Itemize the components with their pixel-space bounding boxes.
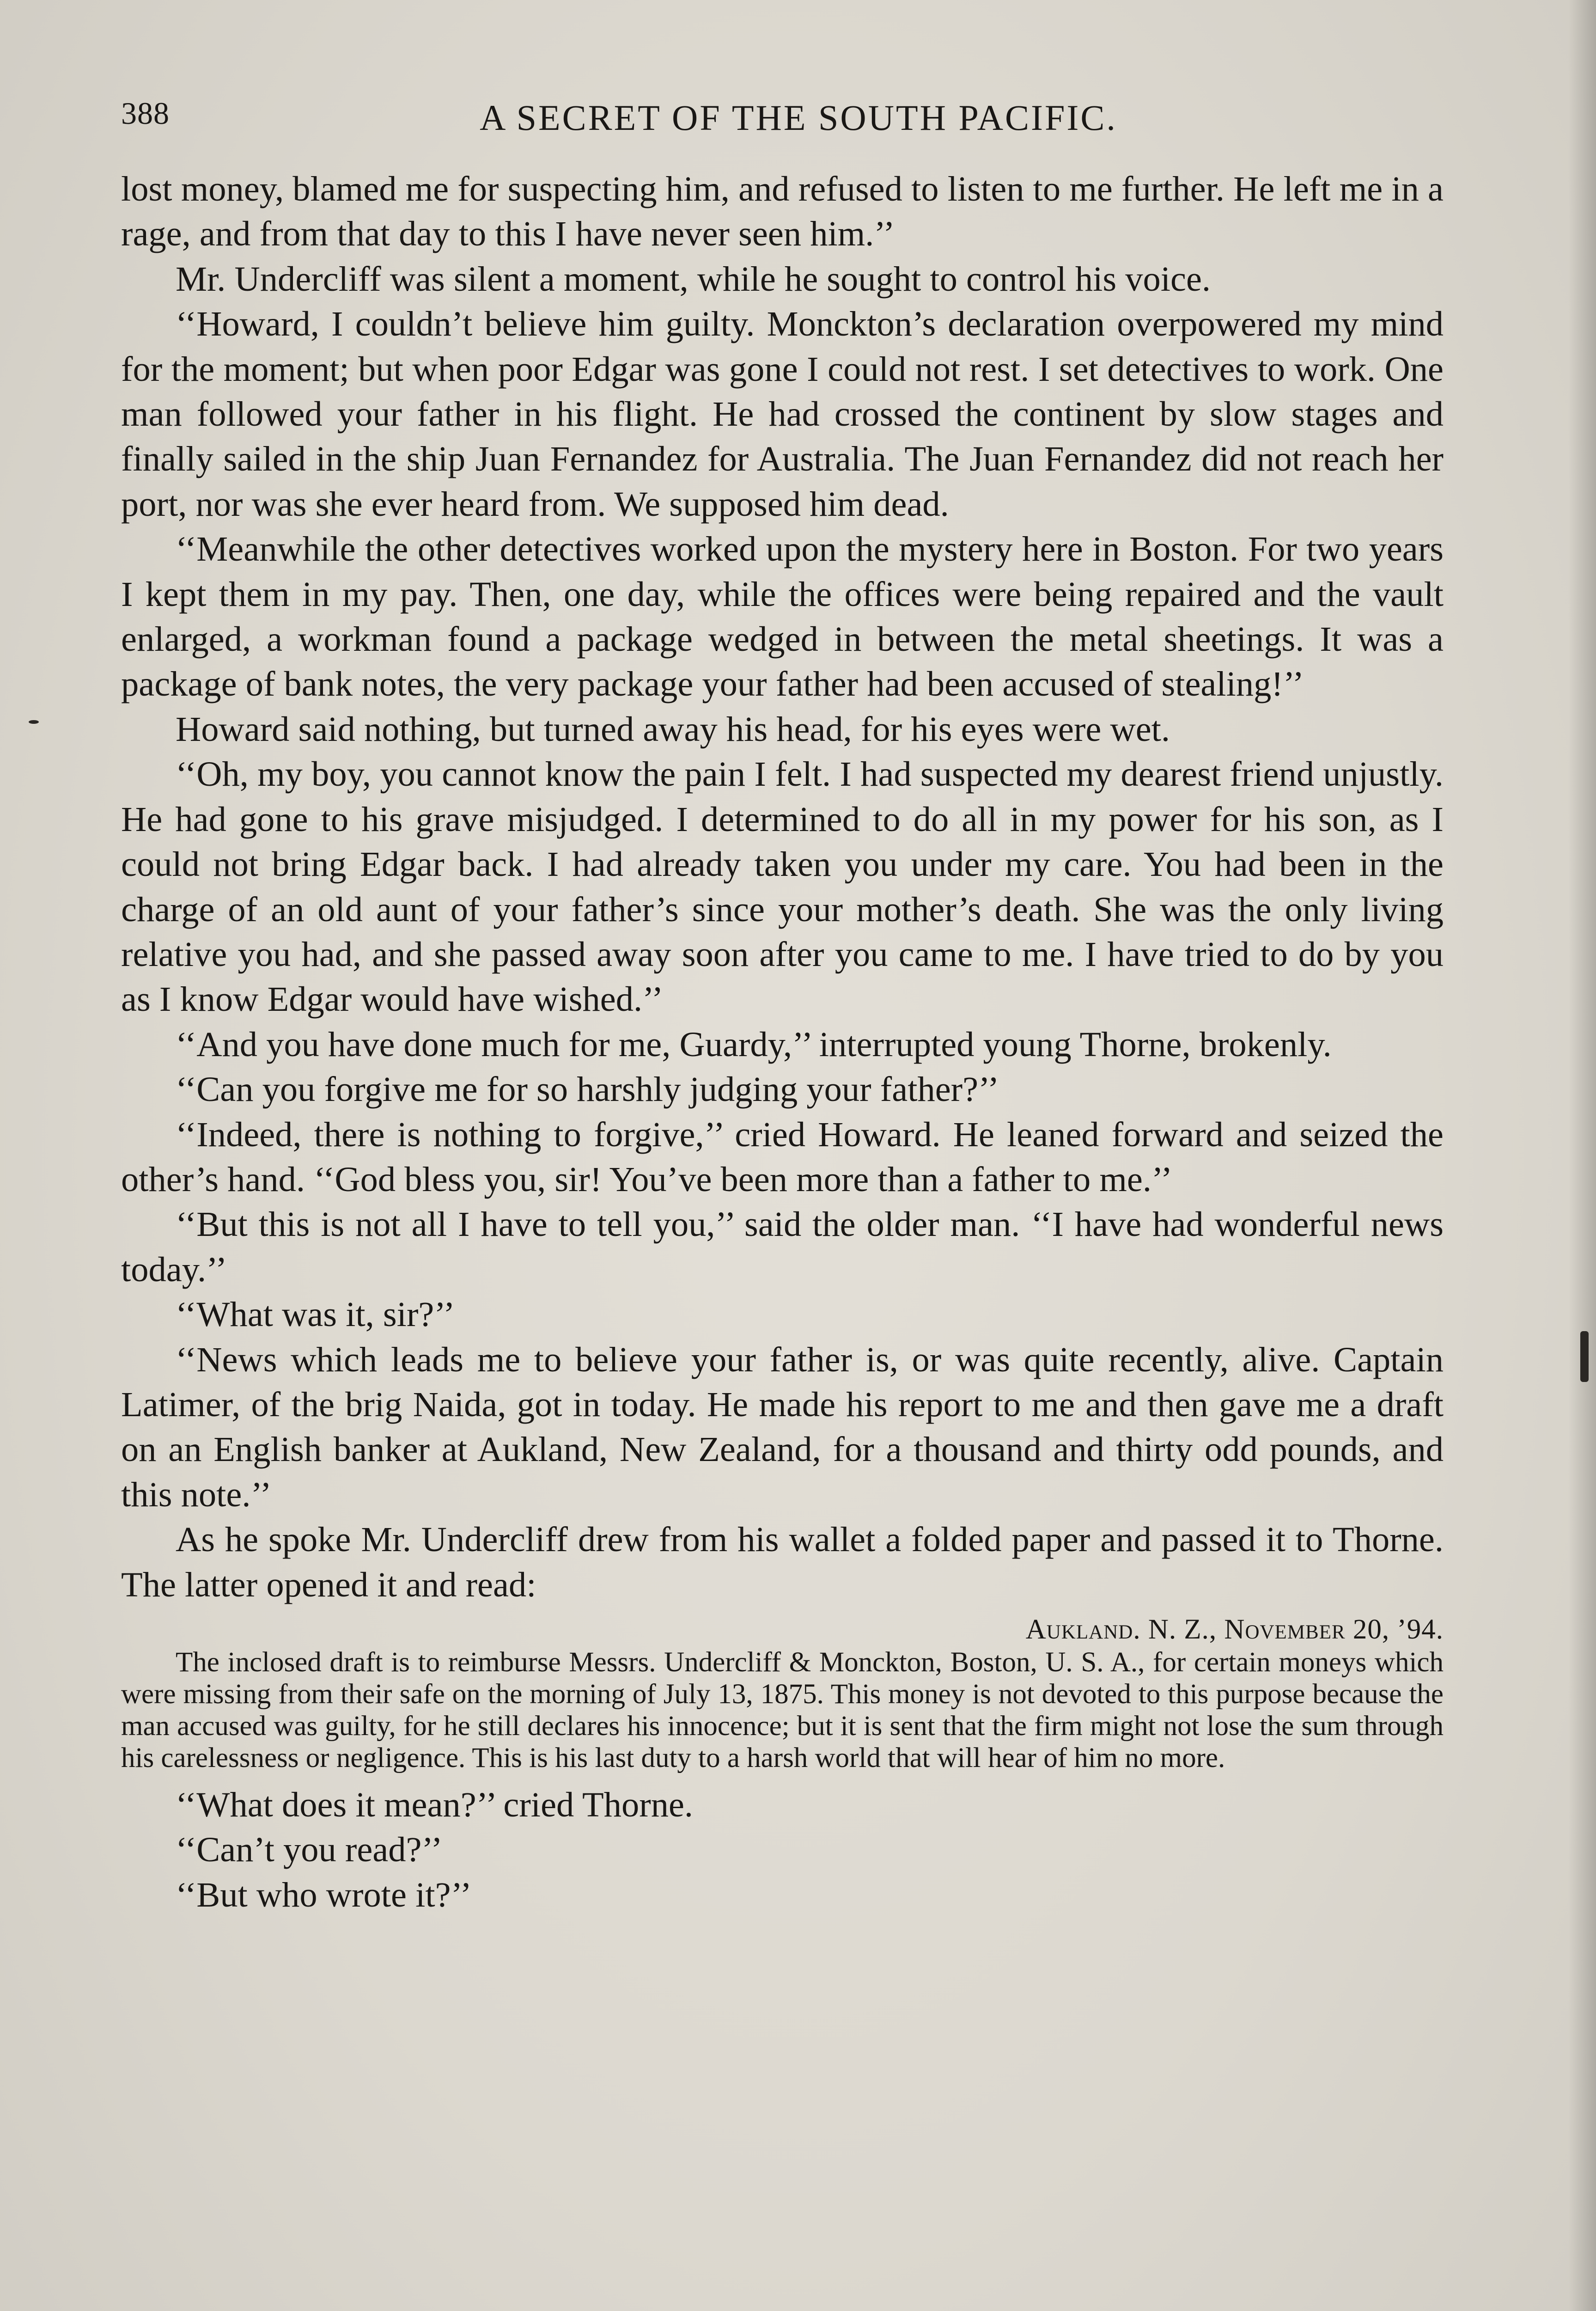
body-text [121, 166, 1444, 1917]
paragraph: ‘‘Howard, I couldn’t believe him guilty. Monckton’s declaration overpowered my mind for the moment; but when poor Edgar was gone I could not rest. I set detectives to work. One man followed your father in his flight. He had crossed the continent by slow stages and finally sailed in the ship Juan Fernandez for Australia. The Juan Fernandez did not reach her port, nor was she ever heard from. We supposed him dead. [121, 304, 1444, 524]
paragraph: ‘‘Can’t you read?’’ [176, 1830, 443, 1870]
margin-mark [29, 720, 39, 724]
paragraph: ‘‘What was it, sir?’’ [176, 1295, 455, 1334]
paragraph: Mr. Undercliff was silent a moment, while he sought to control his voice. [176, 259, 1211, 299]
paragraph: ‘‘What does it mean?’’ cried Thorne. [176, 1785, 694, 1824]
page-number: 388 [121, 96, 170, 131]
letter-body: The inclosed draft is to reimburse Messrs. Undercliff & Monckton, Boston, U. S. A., for certain moneys which were missing from their safe on the morning of July 13, 1875. This money is not devoted to this purpose because the man accused was guilty, for he still declares his innocence; but it is sent that the firm might not lose the sum through his carelessness or negligence. This is his last duty to a harsh world that will hear of him no more. [121, 1647, 1444, 1773]
page-header [121, 91, 1439, 141]
paragraph: ‘‘Meanwhile the other detectives worked upon the mystery here in Boston. For two years I kept them in my pay. Then, one day, while the offices were being repaired and the vault enlarged, a workman found a package wedged in between the metal sheetings. It was a package of bank notes, the very package your father had been accused of stealing!’’ [121, 529, 1444, 704]
running-head: A SECRET OF THE SOUTH PACIFIC. [480, 98, 1117, 138]
paragraph: ‘‘News which leads me to believe your father is, or was quite recently, alive. Captain Latimer, of the brig Naida, got in today. He made his report to me and then gave me a draft on an English banker at Aukland, New Zealand, for a thousand and thirty odd pounds, and this note.’’ [121, 1339, 1444, 1514]
paragraph: ‘‘Oh, my boy, you cannot know the pain I felt. I had suspected my dearest friend unjustly. He had gone to his grave misjudged. I determined to do all in my power for his son, as I could not bring Edgar back. I had already taken you under my care. You had been in the charge of an old aunt of your father’s since your mother’s death. She was the only living relative you had, and she passed away soon after you came to me. I have tried to do by you as I know Edgar would have wished.’’ [121, 754, 1444, 1019]
paragraph: ‘‘But this is not all I have to tell you,’’ said the older man. ‘‘I have had wonderful news today.’’ [121, 1204, 1444, 1289]
paragraph: ‘‘Indeed, there is nothing to forgive,’’ cried Howard. He leaned forward and seized the other’s hand. ‘‘God bless you, sir! You’ve been more than a father to me.’’ [121, 1114, 1444, 1199]
quoted-letter [121, 1614, 1444, 1774]
paragraph: As he spoke Mr. Undercliff drew from his wallet a folded paper and passed it to Thorne. The latter opened it and read: [121, 1520, 1444, 1604]
paragraph: ‘‘And you have done much for me, Guardy,’’ interrupted young Thorne, brokenly. [176, 1024, 1332, 1064]
letter-dateline: Aukland. N. Z., November 20, ’94. [1025, 1614, 1444, 1645]
margin-mark [1580, 1331, 1589, 1382]
paragraph: ‘‘Can you forgive me for so harshly judging your father?’’ [176, 1070, 999, 1109]
paragraph: ‘‘But who wrote it?’’ [176, 1875, 472, 1914]
page-edge-shadow [1568, 0, 1596, 2311]
paragraph: lost money, blamed me for suspecting him, and refused to listen to me further. He left me in a rage, and from that day to this I have never seen him.’’ [121, 169, 1444, 254]
paragraph: Howard said nothing, but turned away his head, for his eyes were wet. [176, 709, 1170, 749]
